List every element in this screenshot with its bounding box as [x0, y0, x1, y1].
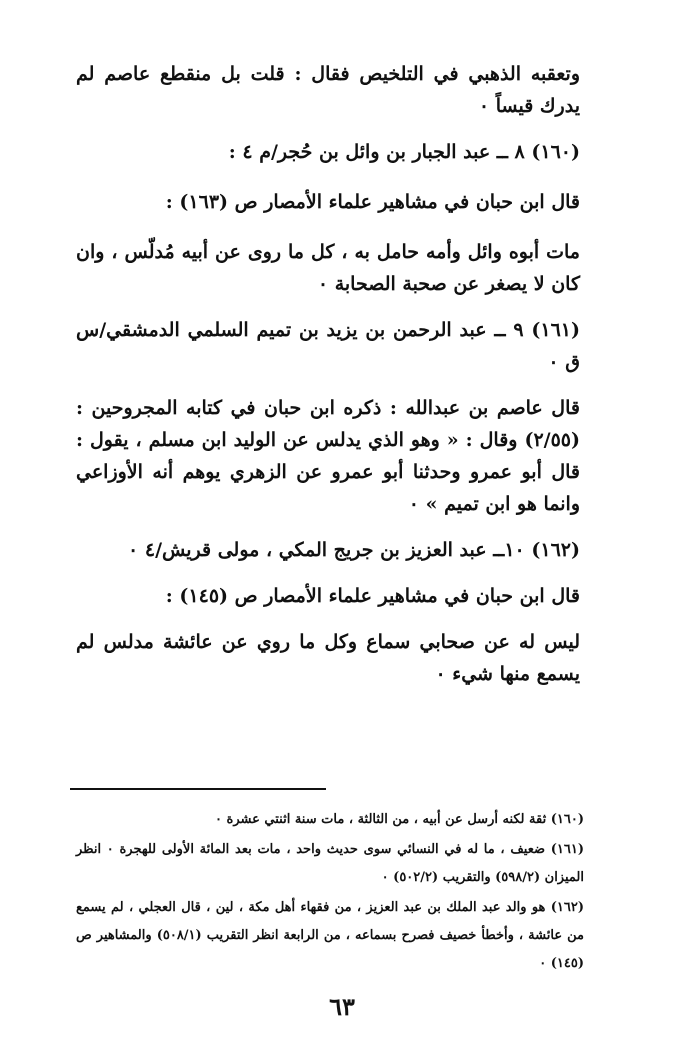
paragraph-laysa-lahu: ليس له عن صحابي سماع وكل ما روي عن عائشة مدلس لم يسمع منها شيء ٠ [76, 631, 580, 685]
footnote-161: (١٦١) ضعيف ، ما له في النسائي سوى حديث واحد ، مات بعد المائة الأولى للهجرة ٠ انظر الميزان (٥٩٨/٢) والتقريب (٥٠٢/٢) ٠ [76, 842, 585, 885]
page-number: ٦٣ [329, 992, 355, 1021]
entry-heading-160: (١٦٠) ٨ ــ عبد الجبار بن وائل بن حُجر/م ٤ : [228, 141, 580, 163]
paragraph-asim-majruhin: قال عاصم بن عبدالله : ذكره ابن حبان في كتابه المجروحين : (٢/٥٥) وقال : « وهو الذي يدلس عن الوليد ابن مسلم ، يقول : قال أبو عمرو وحدثنا أبو عمرو عن الزهري يوهم أنه الأوزاعي وانما هو ابن تميم » ٠ [76, 397, 580, 515]
footnote-162: (١٦٢) هو والد عبد الملك بن عبد العزيز ، من فقهاء أهل مكة ، لين ، قال العجلي ، لم يسمع من عائشة ، وأخطأ خصيف فصرح بسماعه ، من الرابعة انظر التقريب (٥٠٨/١) والمشاهير ص (١٤٥) ٠ [76, 900, 584, 971]
footnotes [76, 806, 584, 980]
footnote-160: (١٦٠) ثقة لكنه أرسل عن أبيه ، من الثالثة ، مات سنة اثنتي عشرة ٠ [215, 812, 584, 827]
paragraph-ibn-hibban-163: قال ابن حبان في مشاهير علماء الأمصار ص (١٦٣) : [165, 191, 580, 213]
entry-heading-161: (١٦١) ٩ ــ عبد الرحمن بن يزيد بن تميم السلمي الدمشقي/س ق ٠ [76, 319, 580, 373]
paragraph-dhahabi-comment: وتعقبه الذهبي في التلخيص فقال : قلت بل منقطع عاصم لم يدرك قيساً ٠ [76, 63, 580, 117]
entry-heading-162: (١٦٢) ١٠ــ عبد العزيز بن جريج المكي ، مولى قريش/٤ ٠ [128, 539, 580, 561]
paragraph-ibn-hibban-145: قال ابن حبان في مشاهير علماء الأمصار ص (١٤٥) : [165, 585, 580, 607]
paragraph-abuhu-wail: مات أبوه وائل وأمه حامل به ، كل ما روى عن أبيه مُدلّس ، وان كان لا يصغر عن صحبة الصحابة ٠ [76, 241, 580, 295]
footnote-divider [70, 788, 326, 790]
